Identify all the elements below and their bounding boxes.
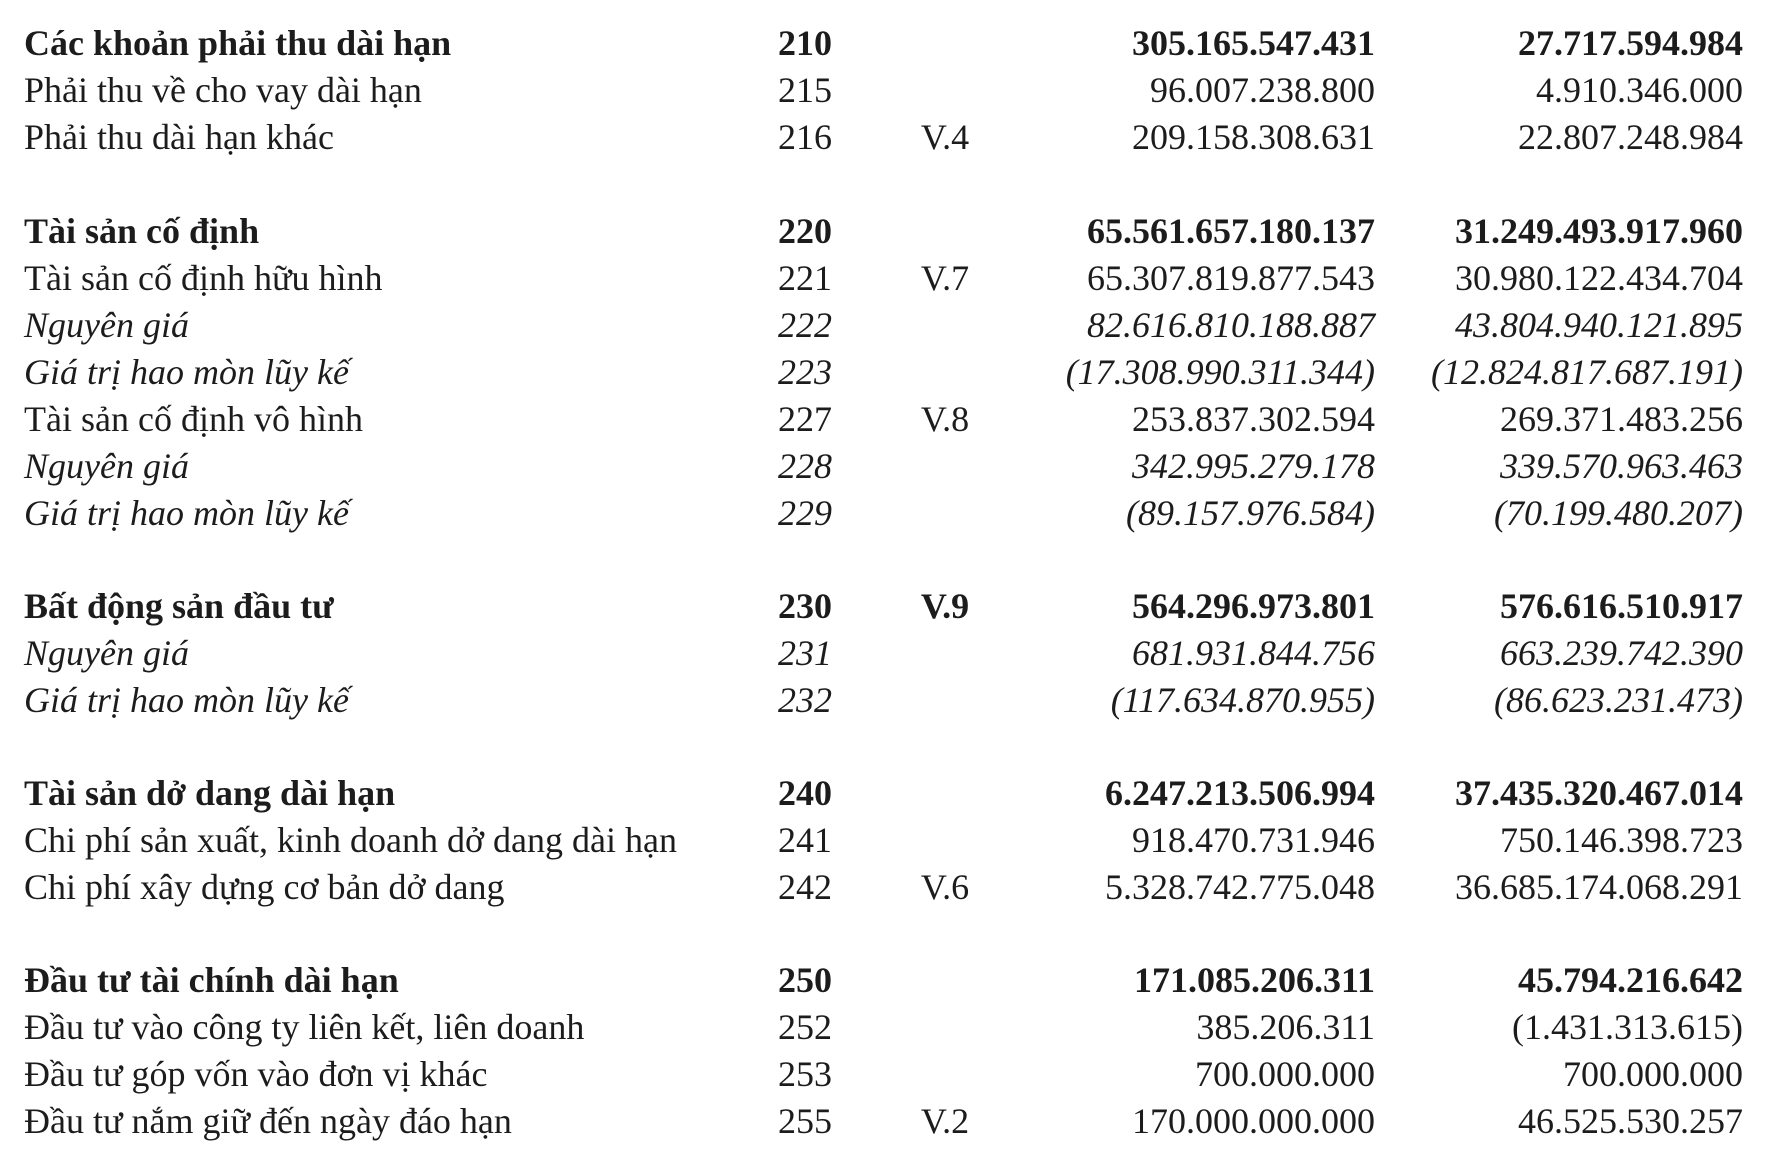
item-label: Phải thu dài hạn khác [24,117,334,157]
current-period-value: 385.206.311 [1196,1007,1375,1047]
table-row [0,208,1774,254]
item-label: Chi phí xây dựng cơ bản dở dang [24,867,505,907]
previous-period-value: 22.807.248.984 [1518,117,1743,157]
previous-period-value: (86.623.231.473) [1494,680,1743,720]
table-row [0,443,1774,489]
item-label: Đầu tư góp vốn vào đơn vị khác [24,1054,488,1094]
item-code: 232 [778,680,832,720]
item-note: V.9 [920,586,970,626]
table-row [0,957,1774,1003]
item-code: 221 [778,258,832,298]
current-period-value: 209.158.308.631 [1132,117,1375,157]
item-code: 222 [778,305,832,345]
current-period-value: 342.995.279.178 [1132,446,1375,486]
previous-period-value: 576.616.510.917 [1500,586,1743,626]
item-note: V.2 [920,1101,970,1141]
table-row [0,255,1774,301]
previous-period-value: 36.685.174.068.291 [1455,867,1743,907]
current-period-value: 5.328.742.775.048 [1105,867,1375,907]
item-code: 241 [778,820,832,860]
item-code: 255 [778,1101,832,1141]
item-code: 240 [778,773,832,813]
item-label: Nguyên giá [24,305,189,345]
current-period-value: 65.561.657.180.137 [1087,211,1375,251]
item-label: Chi phí sản xuất, kinh doanh dở dang dài hạn [24,820,677,860]
item-label: Tài sản cố định [24,211,260,251]
current-period-value: 918.470.731.946 [1132,820,1375,860]
current-period-value: 6.247.213.506.994 [1105,773,1375,813]
table-row [0,864,1774,910]
current-period-value: 700.000.000 [1195,1054,1375,1094]
table-row [0,20,1774,66]
item-code: 252 [778,1007,832,1047]
item-label: Đầu tư vào công ty liên kết, liên doanh [24,1007,585,1047]
table-row [0,302,1774,348]
item-code: 220 [778,211,832,251]
previous-period-value: 37.435.320.467.014 [1455,773,1743,813]
item-label: Đầu tư nắm giữ đến ngày đáo hạn [24,1101,512,1141]
table-row [0,1098,1774,1144]
item-label: Đầu tư tài chính dài hạn [24,960,399,1000]
item-label: Nguyên giá [24,633,189,673]
table-row [0,67,1774,113]
previous-period-value: 27.717.594.984 [1518,23,1743,63]
item-code: 229 [778,493,832,533]
previous-period-value: 31.249.493.917.960 [1455,211,1743,251]
item-code: 242 [778,867,832,907]
item-note: V.4 [920,117,970,157]
item-note: V.7 [920,258,970,298]
previous-period-value: 45.794.216.642 [1518,960,1743,1000]
current-period-value: 681.931.844.756 [1132,633,1375,673]
current-period-value: 305.165.547.431 [1132,23,1375,63]
item-code: 216 [778,117,832,157]
item-code: 210 [778,23,832,63]
previous-period-value: 663.239.742.390 [1500,633,1743,673]
item-code: 253 [778,1054,832,1094]
table-row [0,677,1774,723]
current-period-value: 253.837.302.594 [1132,399,1375,439]
previous-period-value: 43.804.940.121.895 [1455,305,1743,345]
current-period-value: 564.296.973.801 [1132,586,1375,626]
item-label: Phải thu về cho vay dài hạn [24,70,422,110]
table-row [0,1051,1774,1097]
previous-period-value: 700.000.000 [1563,1054,1743,1094]
item-label: Giá trị hao mòn lũy kế [24,352,349,392]
current-period-value: (117.634.870.955) [1110,680,1375,720]
previous-period-value: 4.910.346.000 [1536,70,1743,110]
current-period-value: 170.000.000.000 [1132,1101,1375,1141]
item-code: 228 [778,446,832,486]
item-code: 223 [778,352,832,392]
item-label: Tài sản cố định hữu hình [24,258,383,298]
table-row [0,490,1774,536]
item-code: 230 [778,586,832,626]
item-label: Nguyên giá [24,446,189,486]
item-label: Giá trị hao mòn lũy kế [24,493,349,533]
table-row [0,817,1774,863]
item-label: Giá trị hao mòn lũy kế [24,680,349,720]
previous-period-value: 46.525.530.257 [1518,1101,1743,1141]
item-code: 215 [778,70,832,110]
item-code: 231 [778,633,832,673]
table-row [0,114,1774,160]
item-code: 250 [778,960,832,1000]
table-row [0,630,1774,676]
item-label: Bất động sản đầu tư [24,586,334,626]
current-period-value: (89.157.976.584) [1126,493,1375,533]
previous-period-value: (12.824.817.687.191) [1431,352,1743,392]
previous-period-value: (1.431.313.615) [1512,1007,1743,1047]
previous-period-value: 339.570.963.463 [1500,446,1743,486]
previous-period-value: 269.371.483.256 [1500,399,1743,439]
table-row [0,349,1774,395]
item-label: Tài sản cố định vô hình [24,399,363,439]
previous-period-value: (70.199.480.207) [1494,493,1743,533]
previous-period-value: 750.146.398.723 [1500,820,1743,860]
current-period-value: 65.307.819.877.543 [1087,258,1375,298]
table-row [0,396,1774,442]
current-period-value: 96.007.238.800 [1150,70,1375,110]
table-row [0,770,1774,816]
table-row [0,583,1774,629]
current-period-value: 82.616.810.188.887 [1087,305,1375,345]
current-period-value: (17.308.990.311.344) [1065,352,1375,392]
item-label: Tài sản dở dang dài hạn [24,773,396,813]
item-code: 227 [778,399,832,439]
item-note: V.6 [920,867,970,907]
table-row [0,1004,1774,1050]
item-note: V.8 [920,399,970,439]
previous-period-value: 30.980.122.434.704 [1455,258,1743,298]
current-period-value: 171.085.206.311 [1133,960,1375,1000]
item-label: Các khoản phải thu dài hạn [24,23,452,63]
